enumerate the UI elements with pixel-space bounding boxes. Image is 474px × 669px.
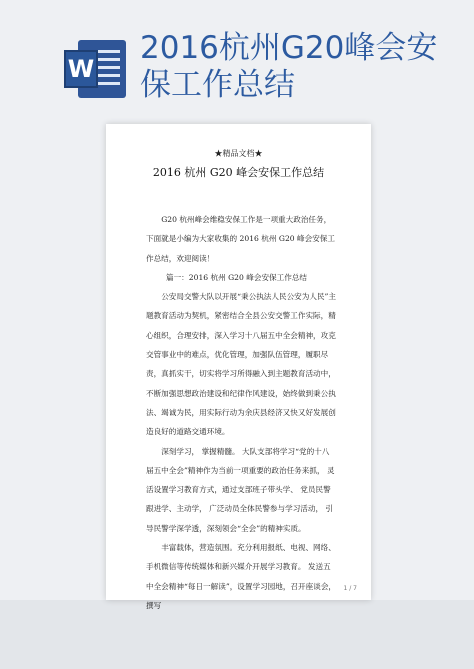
doc-line <box>98 74 120 77</box>
intro-paragraph: G20 杭州峰会维稳安保工作是一项重大政治任务，下面就是小编为大家收集的 2016 杭州 G20 峰会安保工作总结，欢迎阅读！ <box>146 215 335 263</box>
doc-line <box>98 82 120 85</box>
document-tag: ★精品文档★ <box>214 149 263 158</box>
document-body <box>146 210 336 615</box>
page-title: 2016杭州G20峰会安保工作总结 <box>140 30 438 103</box>
doc-line <box>98 66 120 69</box>
page-number: 1 / 7 <box>343 585 357 592</box>
document-page <box>106 124 371 610</box>
doc-line <box>98 50 120 53</box>
body-paragraph: 丰富载体，营造氛围。充分利用报纸、电视、网络、手机微信等传统媒体和新兴媒介开展学习教育。 发送五中全会精神“每日一解读”，设置学习园地，召开座谈会， 撰写 <box>146 543 337 610</box>
doc-line <box>98 58 120 61</box>
body-paragraph: 公安局交警大队以开展“秉公执法人民公安为人民”主题教育活动为契机，紧密结合全县公安交警工作实际，精心组织，合理安排，深入学习十八届五中全会精神，攻克交管事业中的难点，优化管理，加强队伍管理，履职尽责，真抓实干，切实将学习所得融入到主题教育活动中，不断加强思想政治建设和纪律作风建设，始终做到秉公执法、竭诚为民，用实际行动为余庆县经济又快又好发展创造良好的道路交通环境。 <box>146 292 337 437</box>
header-banner <box>0 0 474 118</box>
document-title: 2016 杭州 G20 峰会安保工作总结 <box>152 166 325 179</box>
section-heading: 篇一：2016 杭州 G20 峰会安保工作总结 <box>166 272 308 282</box>
body-paragraph: 深刻学习， 掌握精髓。 大队支部将学习“党的十八届五中全会”精神作为当前一项重要的政治任务来抓， 灵活设置学习教育方式，通过支部班子带头学、 党员民警跟进学、主动学， 广泛动员全体民警参与学习活动， 引导民警学深学透，深刻领会“全会”的精神实质。 <box>146 446 335 533</box>
word-badge: W <box>64 50 98 88</box>
word-document-icon <box>64 40 126 98</box>
